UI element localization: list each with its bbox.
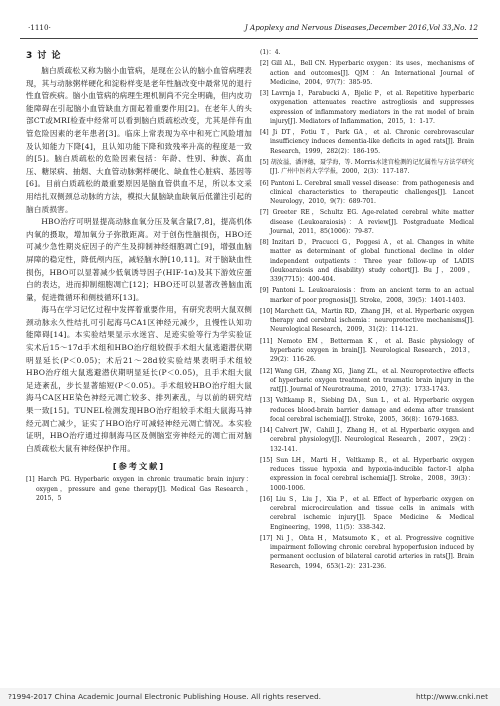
reference-item: [11] Nemoto EM，Betterman K，et al. Basic physiology of hyperbaric oxygen in brain[J]. Neurological Research，2013，29(2)：116-26. (260, 337, 474, 364)
body-paragraph: 海马在学习记忆过程中发挥着重要作用，有研究表明大鼠双侧颈动脉永久性结扎可引起海马CA1区神经元减少，且慢性认知功能障碍[14]。本实验结果显示水迷宫、足迹实验等行为学实验证实术后15～17d手术组和HBO治疗组较假手术组大鼠逃避潜伏期明显延长(P＜0.05)；术后21～28d较实验结果表明手术组较HBO治疗组大鼠逃避潜伏期明显延长(P＜0.05)，且手术组大鼠足迹紊乱，步长显著缩短(P＜0.05)。手术组较HBO治疗组大鼠海马CA区HE染色神经元凋亡较多、排列紊乱，与以前的研究结果一致[15]。TUNEL检测发现HBO治疗组较手术组大鼠海马神经元凋亡减少，证实了HBO治疗可减轻神经元凋亡情况。本实验证明，HBO治疗通过抑制海马区及侧脑室旁神经元的凋亡而对脑白质疏松大鼠有神经保护作用。 (26, 305, 252, 453)
reference-item: (1)：4. (260, 49, 281, 56)
reference-item: [17] Ni J，Ohta H，Matsumoto K，et al. Progressive cognitive impairment following chronic cerebral hypoperfusion induced by permanent occlusion of bilateral carotid arteries in rats[J]. Brain Research，1994，653(1-2)：231-236. (260, 534, 474, 570)
reference-item: [2] Gill AL，Bell CN. Hyperbaric oxygen：its uses，mechanisms of action and outcomes[J]. QJM：An International Journal of Medicine，2004，97(7)：385-95. (260, 60, 474, 86)
reference-item: [14] Calvert JW，Cahill J，Zhang H，et al. Hyperbaric oxygen and cerebral physiology[J]. Neurological Research，2007，29(2)：132-141. (260, 427, 474, 453)
right-column (260, 48, 474, 573)
body-paragraph: 脑白质疏松又称为脑小血管病，是现在公认的脑小血管病理表现，其与动脉粥样硬化和淀粉样变是老年性脑改变中最常见的退行性血管疾病。脑小血管病的病理生理机制尚不完全明确，但内皮功能障碍在引起脑小血管缺血方面起着重要作用[2]。在老年人的头部CT或MRI检查中经常可以看到脑白质疏松改变，尤其是伴有血管危险因素的老年患者[3]。临床上常表现为卒中和死亡风险增加及认知能力下降[4]，且认知功能下降和致残率升高的程度是一致的[5]。脑白质疏松的危险因素包括：年龄、性别、种族、高血压、糖尿病、抽烟、大血管动脉粥样硬化、缺血性心脏病、基因等[6]。目前白质疏松的最重要原因是脑血管供血不足，所以本文采用结扎双侧颈总动脉的方法，模拟大鼠脑缺血缺氧后低灌注引起的脑白质损害。 (26, 66, 253, 214)
references-heading: [参考文献] (112, 461, 166, 472)
left-column (26, 48, 252, 505)
copyright-footer (0, 688, 500, 706)
reference-item: [6] Pantoni L. Cerebral small vessel disease：from pathogenesis and clinical characteristics to therapeutic challenges[J]. Lancet Neurology，2010，9(7)：689-701. (260, 179, 474, 205)
reference-item: [8] Inzitari D，Pracucci G，Poggesi A，et al. Changes in white matter as determinant of global functional decline in older independent outpatients：Three year follow-up of LADIS (leukoaraiosis and disability) study cohort[J]. Bu J，2009，339(7715)：400-404. (260, 239, 474, 283)
reference-item: [9] Pantoni L. Leukoaraiosis：from an ancient term to an actual marker of poor prognosis[J]. Stroke，2008，39(5)：1401-1403. (260, 287, 474, 304)
section-heading: 3 讨 论 (26, 51, 62, 61)
reference-item: [12] Wang GH，Zhang XG，Jiang ZL，et al. Neuroprotective effects of hyperbaric oxygen treatment on traumatic brain injury in the rat[J]. Journal of Neurotrauma，2010，27(3)：1733-1743. (260, 367, 474, 393)
reference-item: [10] Marchett GA，Martin RD，Zhang JH，et al. Hyperbaric oxygen therapy and cerebral ischemia：neuroprotective mechanisms[J]. Neurological Research，2009，31(2)：114-121. (260, 307, 474, 334)
journal-citation: J Apoplexy and Nervous Diseases,December 2016,Vol 33,No. 12 (244, 23, 478, 32)
page-number: ·1110· (28, 23, 51, 32)
reference-item: [1] Harch PG. Hyperbaric oxygen in chronic traumatic brain injury：oxygen，pressure and gene therapy[J]. Medical Gas Research，2015，5 (26, 476, 252, 502)
reference-item: [7] Greeter RE，Schultz EG. Age-related cerebral white matter disease (Leukoaraiosis)：A review[J]. Postgraduate Medical Journal，2011，85(1006)：79-87. (260, 209, 474, 235)
reference-item: [13] Veltkamp R，Siebing DA，Sun L，et al. Hyperbaric oxygen reduces blood-brain barrier damage and edema after transient focal cerebral ischemia[J]. Stroke，2005，36(8)：1679-1683. (260, 397, 474, 423)
reference-item: [5] 胡汝溢，潘泽德，聂学海，等. Morris水迷宫检测的记忆属性与方法学研究[J]. 广州中医药大学学报，2000，2(3)：117-187. (260, 158, 474, 176)
cnki-link[interactable]: http://www.cnki.net (415, 692, 488, 701)
reference-item: [3] Lavrnja I，Parabucki A，Bjelic P，et al. Repetitive hyperbaric oxygenation attenuates reactive astrogliosis and suppresses expression of inflammatory mediators in the rat model of brain injury[J]. Mediators of Inflammation，2015，1：1-17. (260, 90, 474, 125)
reference-item: [16] Liu S，Liu J，Xia P，et al. Effect of hyperbaric oxygen on cerebral microcirculation and tissue cells in animals with cerebral ischemic injury[J]. Space Medicine & Medical Engineering，1998，11(5)：338-342. (260, 495, 474, 531)
copyright-notice: ?1994-2017 China Academic Journal Electronic Publishing House. All rights reserved. (8, 692, 322, 701)
reference-item: [4] Ji DT，Fotiu T，Park GA，et al. Chronic cerebrovascular insufficiency induces dementia-like deficits in aged rats[J]. Brain Research，1999，282(2)：186-195. (260, 129, 474, 155)
body-paragraph: HBO治疗可明显提高动脉血氧分压及氧含量[7,8]，提高机体内氧的摄取，增加氧分子弥散距离。对于创伤性脑损伤，HBO还可减少急性期炎症因子的产生及抑制神经细胞凋亡[9]，增强血脑屏障的稳定性，降低颅内压，减轻脑水肿[10,11]。对于脑缺血性损伤，HBO可以显著减少低氧诱导因子(HIF-1α)及其下游效应蛋白的表达，进而抑制细胞凋亡[12]；HBO还可以显著改善脑血流量，促进微循环和侧枝循环[13]。 (26, 217, 252, 302)
reference-item: [15] Sun LH，Marti H，Veltkamp R，et al. Hyperbaric oxygen reduces tissue hypoxia and hypoxia-inducible factor-1 alpha expression in focal cerebral ischemia[J]. Stroke，2008，39(3)：1000-1006. (260, 456, 474, 492)
running-header (20, 18, 478, 39)
